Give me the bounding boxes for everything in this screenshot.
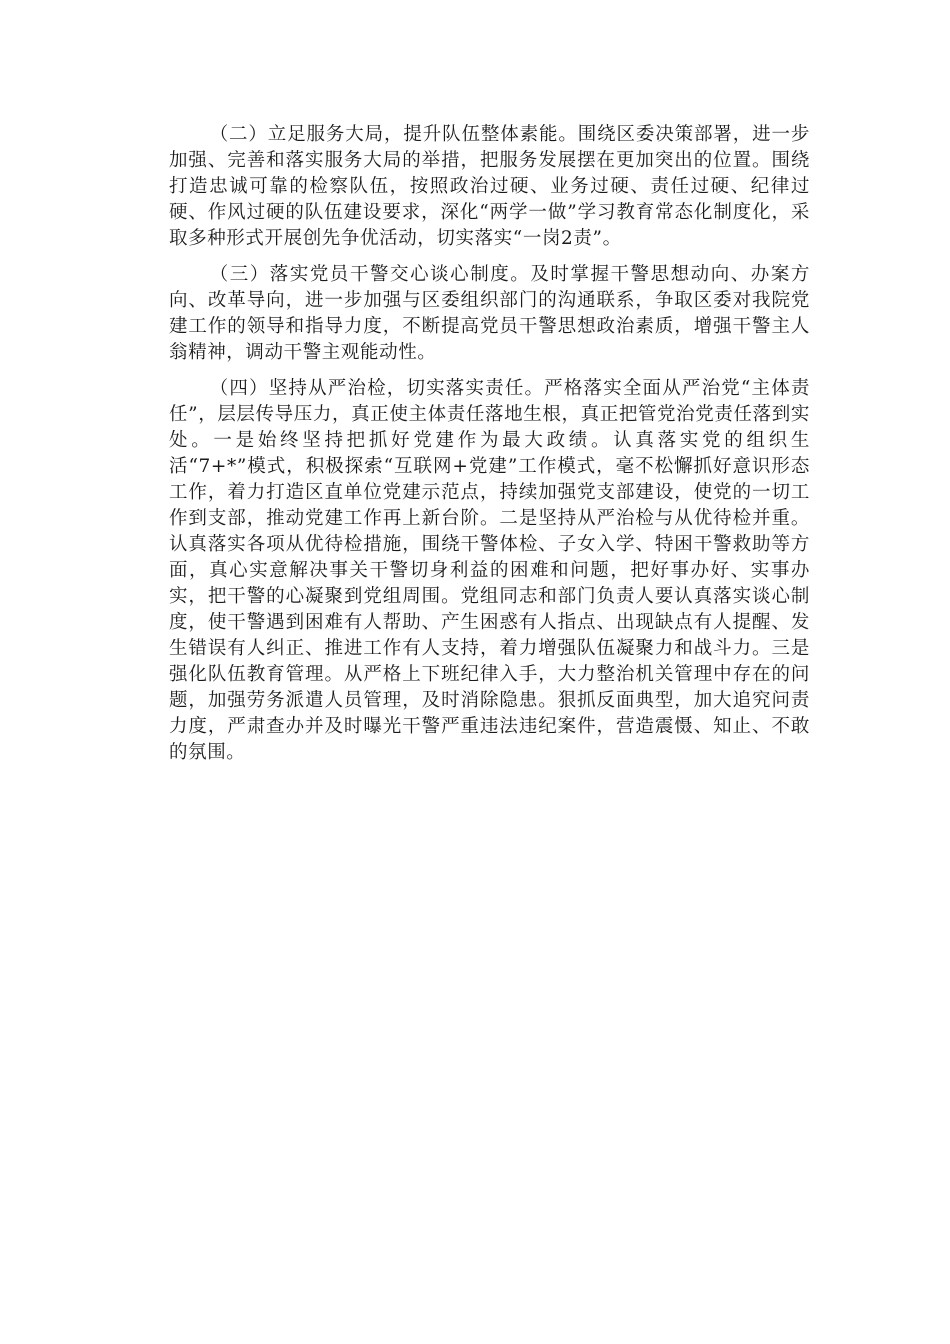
paragraph-3: （三）落实党员干警交心谈心制度。及时掌握干警思想动向、办案方向、改革导向，进一步加强与区委组织部门的沟通联系，争取区委对我院党建工作的领导和指导力度，不断提高党员干警思想政治素质，增强干警主人翁精神，调动干警主观能动性。 bbox=[169, 264, 810, 363]
paragraph-2: （二）立足服务大局，提升队伍整体素能。围绕区委决策部署，进一步加强、完善和落实服务大局的举措，把服务发展摆在更加突出的位置。围绕打造忠诚可靠的检察队伍，按照政治过硬、业务过硬、责任过硬、纪律过硬、作风过硬的队伍建设要求，深化“两学一做”学习教育常态化制度化，采取多种形式开展创先争优活动，切实落实“一岗2责”。 bbox=[169, 124, 810, 249]
document-body bbox=[169, 122, 810, 776]
paragraph-4: （四）坚持从严治检，切实落实责任。严格落实全面从严治党“主体责任”，层层传导压力，真正使主体责任落地生根，真正把管党治党责任落到实处。一是始终坚持把抓好党建作为最大政绩。认真落实党的组织生活“7+*”模式，积极探索“互联网+党建”工作模式，毫不松懈抓好意识形态工作，着力打造区直单位党建示范点，持续加强党支部建设，使党的一切工作到支部，推动党建工作再上新台阶。二是坚持从严治检与从优待检并重。认真落实各项从优待检措施，围绕干警体检、子女入学、特困干警救助等方面，真心实意解决事关干警切身利益的困难和问题，把好事办好、实事办实，把干警的心凝聚到党组周围。党组同志和部门负责人要认真落实谈心制度，使干警遇到困难有人帮助、产生困惑有人指点、出现缺点有人提醒、发生错误有人纠正、推进工作有人支持，着力增强队伍凝聚力和战斗力。三是强化队伍教育管理。从严格上下班纪律入手，大力整治机关管理中存在的问题，加强劳务派遣人员管理，及时消除隐患。狠抓反面典型，加大追究问责力度，严肃查办并及时曝光干警严重违法违纪案件，营造震慑、知止、不敢的氛围。 bbox=[169, 378, 810, 763]
